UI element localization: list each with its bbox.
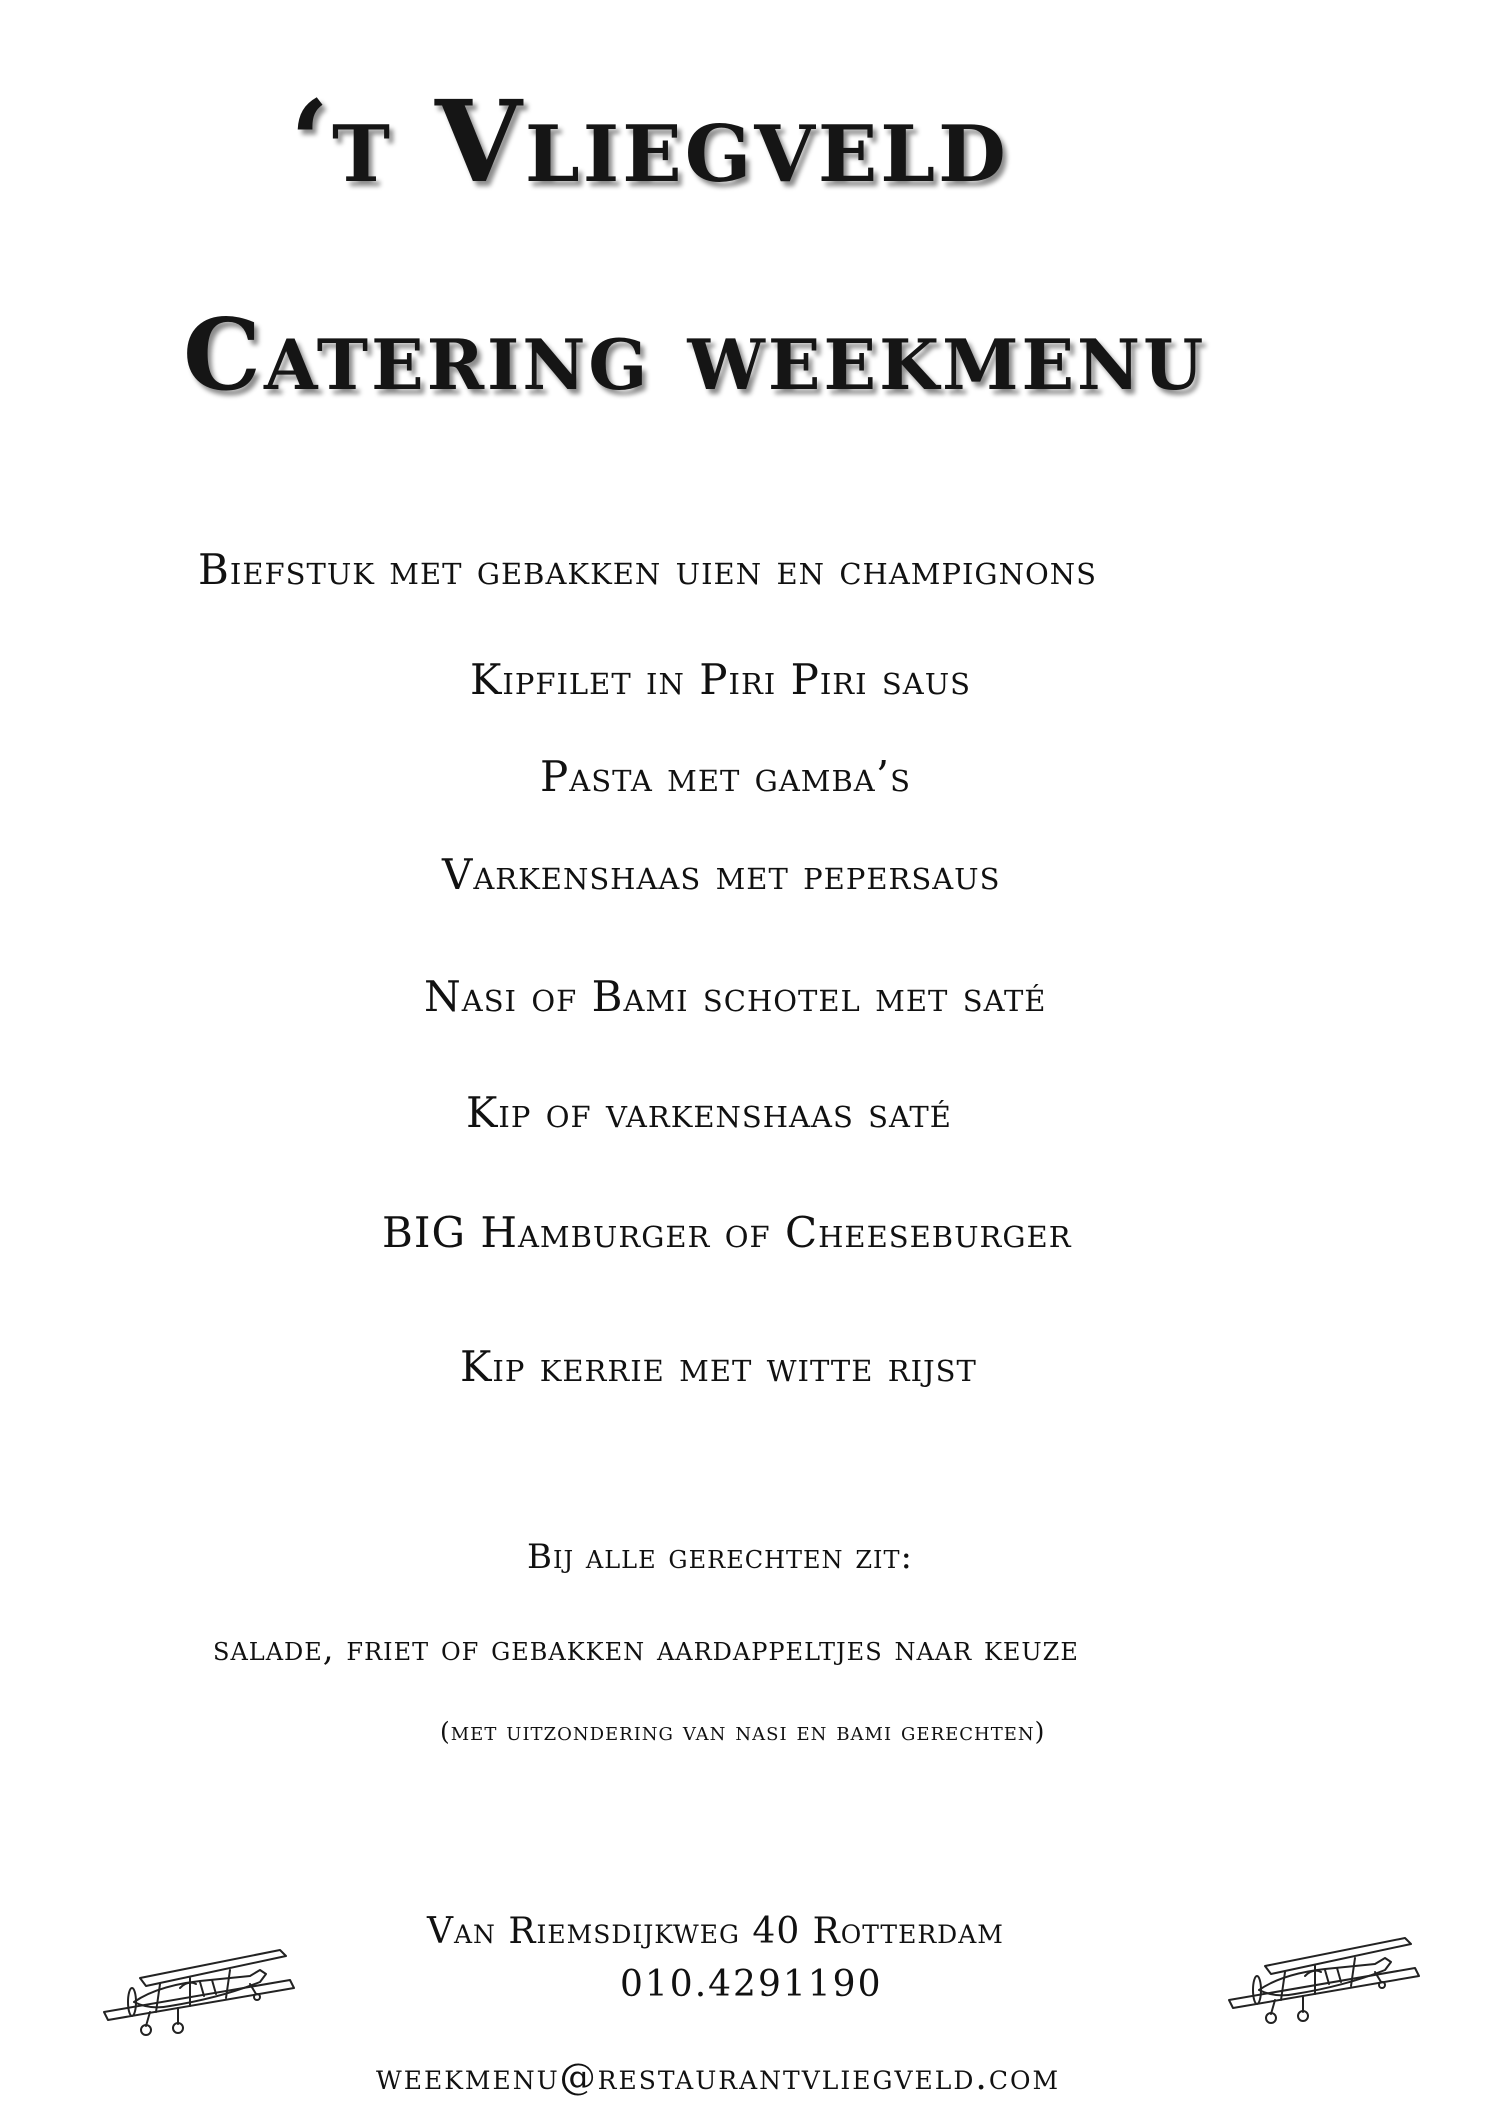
dish-item: Kip kerrie met witte rijst [460,1342,977,1391]
email-address: weekmenu@restaurantvliegveld.com [376,2057,1061,2098]
dish-item: Pasta met gamba’s [540,752,911,801]
dish-item: Kip of varkenshaas saté [466,1088,952,1137]
biplane-icon [1225,1928,1425,2028]
page-title: Catering weekmenu [183,298,1207,413]
sides-exception: (met uitzondering van nasi en bami gerechten) [440,1717,1046,1746]
dish-item: Biefstuk met gebakken uien en champignons [198,545,1097,594]
biplane-icon [100,1940,300,2040]
dish-item: BIG Hamburger of Cheeseburger [382,1208,1072,1257]
address: Van Riemsdijkweg 40 Rotterdam [427,1911,1004,1952]
dish-item: Kipfilet in Piri Piri saus [470,655,972,704]
dish-item: Varkenshaas met pepersaus [442,850,1001,899]
dish-item: Nasi of Bami schotel met saté [424,972,1047,1021]
sides-intro: Bij alle gerechten zit: [527,1537,913,1577]
sides-options: salade, friet of gebakken aardappeltjes naar keuze [213,1629,1079,1669]
phone-number: 010.4291190 [620,1964,883,2005]
restaurant-name: ‘t Vliegveld [290,77,1009,208]
